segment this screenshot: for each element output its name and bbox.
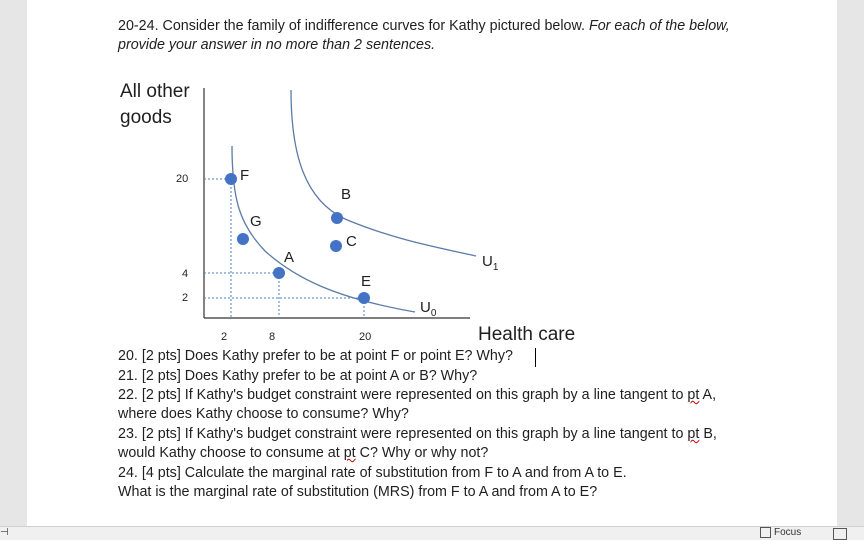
intro-line-2: provide your answer in no more than 2 sentences. (118, 37, 436, 53)
focus-button[interactable] (760, 527, 801, 538)
question-line[interactable]: 20. [2 pts] Does Kathy prefer to be at point F or point E? Why? (118, 348, 513, 364)
question-line[interactable]: 21. [2 pts] Does Kathy prefer to be at point A or B? Why? (118, 368, 478, 384)
y-tick-2: 2 (182, 292, 189, 304)
x-tick-20: 20 (359, 331, 372, 343)
point-c (330, 240, 342, 252)
status-left-glyph: ⊣ (0, 527, 9, 538)
curve-label-u1 (482, 254, 498, 276)
focus-icon (760, 527, 771, 538)
question-line[interactable]: 23. [2 pts] If Kathy's budget constraint were represented on this graph by a line tangent to pt B, (118, 426, 717, 442)
y-axis-label-line2: goods (120, 107, 172, 128)
label-g: G (250, 213, 262, 230)
u1-letter: U (482, 253, 493, 270)
x-axis-label: Health care (478, 324, 576, 345)
label-f: F (240, 167, 250, 184)
u0-subscript: 0 (430, 308, 437, 319)
point-a (273, 267, 285, 279)
focus-label: Focus (774, 527, 802, 539)
point-e (358, 292, 370, 304)
read-mode-icon[interactable] (833, 528, 847, 540)
point-f (225, 173, 237, 185)
y-tick-20: 20 (176, 173, 189, 185)
curve-u1 (291, 90, 476, 256)
label-b: B (341, 186, 352, 203)
u1-subscript: 1 (492, 262, 499, 273)
label-e: E (361, 273, 372, 290)
label-a: A (284, 249, 295, 266)
x-tick-8: 8 (269, 331, 276, 343)
y-tick-4: 4 (182, 268, 189, 280)
question-line[interactable]: 22. [2 pts] If Kathy's budget constraint were represented on this graph by a line tangent to pt A, (118, 387, 717, 403)
question-line[interactable]: where does Kathy choose to consume? Why? (118, 406, 409, 422)
y-axis-label-line1: All other (120, 81, 190, 102)
x-tick-2: 2 (221, 331, 228, 343)
label-c: C (346, 233, 357, 250)
question-line[interactable]: What is the marginal rate of substitution (MRS) from F to A and from A to E? (118, 484, 598, 500)
text-cursor (535, 348, 536, 367)
intro-italic: For each of the below, (589, 18, 730, 34)
point-g (237, 233, 249, 245)
question-line[interactable]: would Kathy choose to consume at pt C? Why or why not? (118, 445, 489, 461)
question-line[interactable]: 24. [4 pts] Calculate the marginal rate of substitution from F to A and from A to E. (118, 465, 627, 481)
intro-plain: 20-24. Consider the family of indifference curves for Kathy pictured below. (118, 18, 589, 34)
status-bar (0, 526, 864, 540)
curve-label-u0 (420, 300, 436, 322)
u0-letter: U (420, 299, 431, 316)
point-b (331, 212, 343, 224)
